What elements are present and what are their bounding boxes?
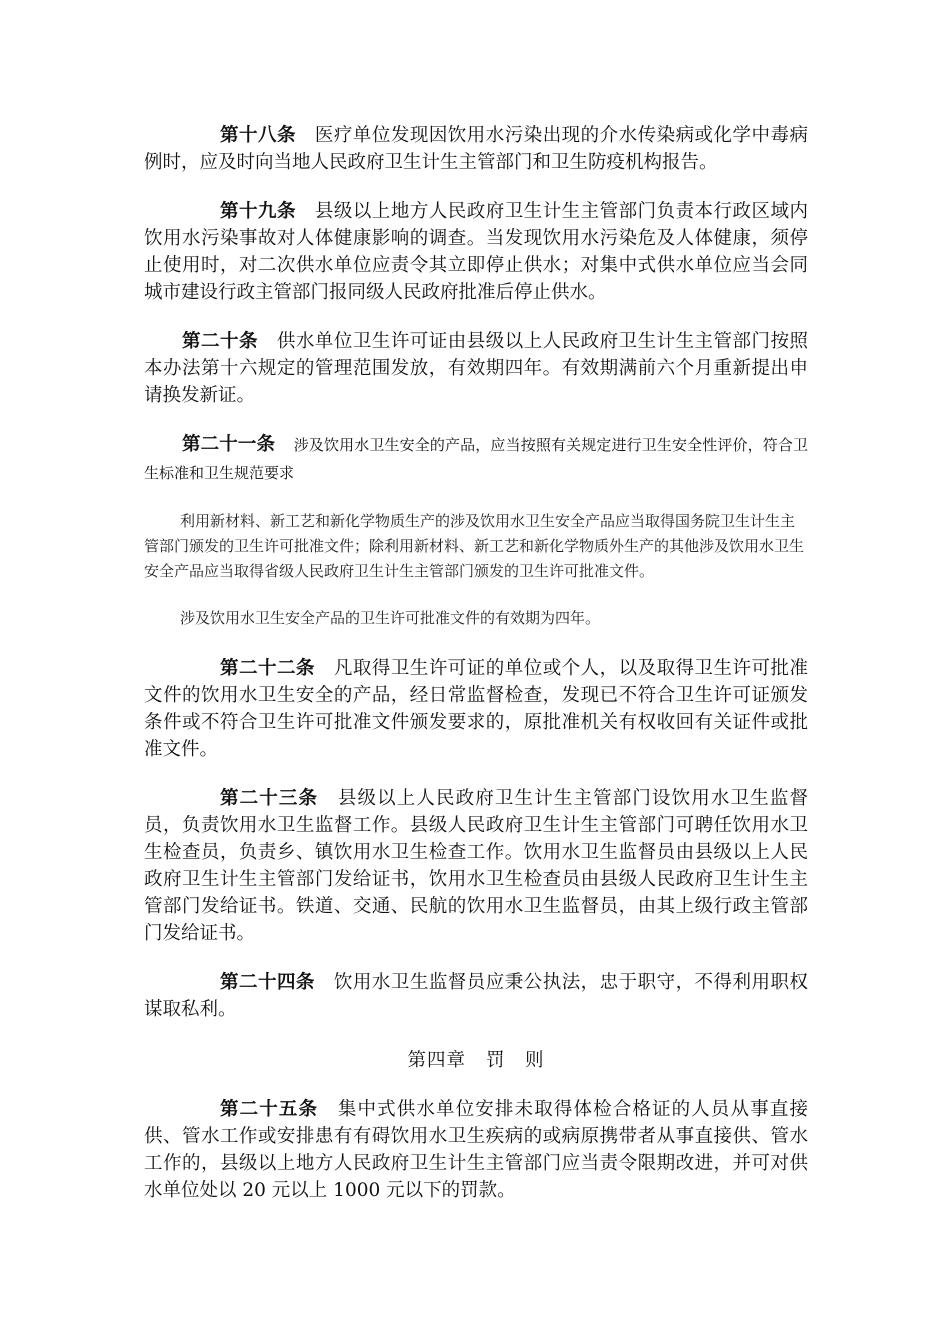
article-20 — [144, 328, 808, 409]
article-text: 医疗单位发现因饮用水污染出现的介水传染病或化学中毒病例时，应及时向当地人民政府卫生计生主管部门和卫生防疫机构报告。 — [144, 125, 808, 173]
chapter-heading — [144, 1047, 808, 1074]
article-number: 第二十一条 — [182, 434, 276, 455]
chapter-title: 罚 则 — [486, 1050, 545, 1071]
article-number: 第二十三条 — [220, 788, 319, 809]
article-text: 县级以上人民政府卫生计生主管部门设饮用水卫生监督员，负责饮用水卫生监督工作。县级人民政府卫生计生主管部门可聘任饮用水卫生检查员，负责乡、镇饮用水卫生检查工作。饮用水卫生监督员由县级以上人民政府卫生计生主管部门发给证书，饮用水卫生检查员由县级人民政府卫生计生主管部门发给证书。铁道、交通、民航的饮用水卫生监督员，由其上级行政主管部门发给证书。 — [144, 788, 808, 944]
article-number: 第二十条 — [182, 331, 258, 352]
article-text: 涉及饮用水卫生安全的产品，应当按照有关规定进行卫生安全性评价，符合卫生标准和卫生规范要求 — [144, 436, 808, 482]
article-21 — [144, 431, 808, 487]
article-21-paragraph-2: 涉及饮用水卫生安全产品的卫生许可批准文件的有效期为四年。 — [180, 609, 601, 627]
article-23 — [144, 785, 808, 947]
article-18 — [144, 122, 808, 176]
article-text: 集中式供水单位安排未取得体检合格证的人员从事直接供、管水工作或安排患有有碍饮用水卫生疾病的或病原携带者从事直接供、管水工作的，县级以上地方人民政府卫生计生主管部门应当责令限期改进，并可对供水单位处以 20 元以上 1000 元以下的罚款。 — [144, 1099, 808, 1201]
document-page — [144, 122, 808, 1204]
article-number: 第二十二条 — [220, 658, 315, 679]
article-number: 第二十四条 — [220, 972, 315, 993]
article-text: 供水单位卫生许可证由县级以上人民政府卫生计生主管部门按照本办法第十六规定的管理范围发放，有效期四年。有效期满前六个月重新提出申请换发新证。 — [144, 331, 808, 406]
article-text: 县级以上地方人民政府卫生计生主管部门负责本行政区域内饮用水污染事故对人体健康影响的调查。当发现饮用水污染危及人体健康，须停止使用时，对二次供水单位应责令其立即停止供水；对集中式供水单位应当会同城市建设行政主管部门报同级人民政府批准后停止供水。 — [144, 201, 808, 303]
article-text: 凡取得卫生许可证的单位或个人，以及取得卫生许可批准文件的饮用水卫生安全的产品，经日常监督检查，发现已不符合卫生许可证颁发条件或不符合卫生许可批准文件颁发要求的，原批准机关有权收回有关证件或批准文件。 — [144, 658, 808, 760]
article-number: 第二十五条 — [220, 1099, 319, 1120]
article-21-paragraph-1: 利用新材料、新工艺和新化学物质生产的涉及饮用水卫生安全产品应当取得国务院卫生计生主管部门颁发的卫生许可批准文件；除利用新材料、新工艺和新化学物质外生产的其他涉及饮用水卫生安全产品应当取得省级人民政府卫生计生主管部门颁发的卫生许可批准文件。 — [144, 512, 805, 580]
article-number: 第十八条 — [220, 125, 296, 146]
chapter-number: 第四章 — [407, 1050, 466, 1071]
article-number: 第十九条 — [220, 201, 296, 222]
article-text: 饮用水卫生监督员应秉公执法，忠于职守，不得利用职权谋取私利。 — [144, 972, 808, 1020]
article-24 — [144, 969, 808, 1023]
article-25 — [144, 1096, 808, 1204]
article-22 — [144, 655, 808, 763]
article-19 — [144, 198, 808, 306]
